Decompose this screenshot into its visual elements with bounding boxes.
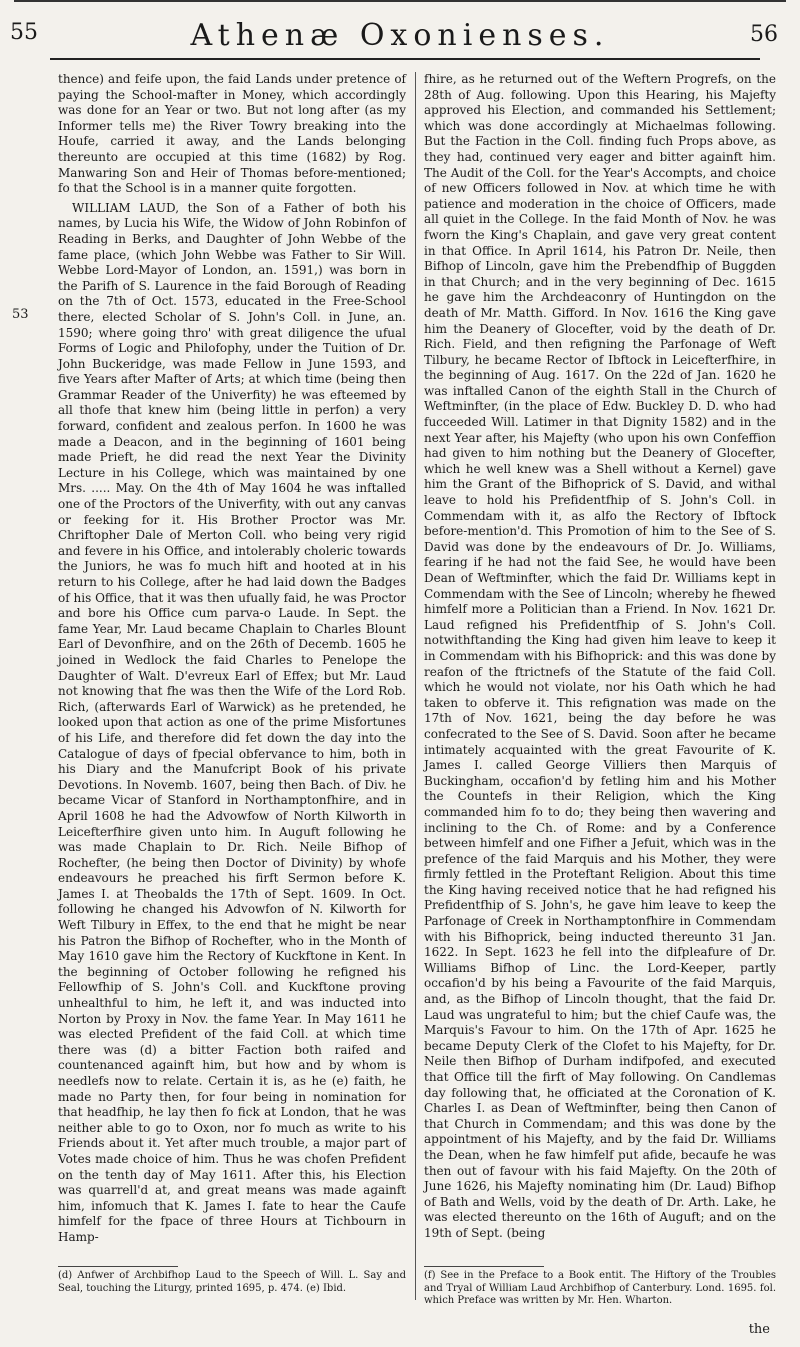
page-number-right: 56 — [750, 22, 778, 47]
footnote-rule-left — [58, 1266, 178, 1267]
catchword: the — [748, 1322, 770, 1337]
paragraph: thence) and feife upon, the faid Lands under pretence of paying the School-mafter in Money, which accordingly was done for an Year or two. But not long after (as my Informer tells me) the River Towry breaking into the Houfe, carried it away, and the Lands belonging thereunto are occupied at this time (1682) by Rog. Manwaring Son and Heir of Thomas before-mentioned; fo that the School is in a manner quite forgotten. — [58, 72, 406, 196]
header-rule — [50, 58, 760, 60]
running-header — [0, 8, 800, 70]
right-column — [424, 72, 776, 1242]
footnote-left: (d) Anfwer of Archbifhop Laud to the Speech of Will. L. Say and Seal, touching the Liturgy, printed 1695, p. 474. (e) Ibid. — [58, 1270, 406, 1294]
paragraph: fhire, as he returned out of the Weftern Progrefs, on the 28th of Aug. following. Upon this Hearing, his Majefty approved his Election, and commanded his Settlement; which was done accordingly at Michaelmas following. But the Faction in the Coll. finding fuch Props above, as they had, continued very eager and bitter againft him. The Audit of the Coll. for the Year's Accompts, and choice of new Officers followed in Nov. at which time he with patience and moderation in the choice of Officers, made all quiet in the College. In the faid Month of Nov. he was fworn the King's Chaplain, and gave very great content in that Office. In April 1614, his Patron Dr. Neile, then Bifhop of Lincoln, gave him the Prebendfhip of Buggden in that Church; and in the very beginning of Dec. 1615 he gave him the Archdeaconry of Huntingdon on the death of Mr. Matth. Gifford. In Nov. 1616 the King gave him the Deanery of Glocefter, void by the death of Dr. Rich. Field, and then refigning the Parfonage of Weft Tilbury, he became Rector of Ibftock in Leicefterfhire, in the beginning of Aug. 1617. On the 22d of Jan. 1620 he was inftalled Canon of the eighth Stall in the Church of Weftminfter, (in the place of Edw. Buckley D. D. who had fucceeded Will. Latimer in that Dignity 1582) and in the next Year after, his Majefty (who upon his own Confeffion had given to him nothing but the Deanery of Glocefter, which he well knew was a Shell without a Kernel) gave him the Grant of the Bifhoprick of S. David, and withal leave to hold his Prefidentfhip of S. John's Coll. in Commendam with it, as alfo the Rectory of Ibftock before-mention'd. This Promotion of him to the See of S. David was done by the endeavours of Dr. Jo. Williams, fearing if he had not the faid See, he would have been Dean of Weftminfter, which the faid Dr. Williams kept in Commendam with the See of Lincoln; whereby he fhewed himfelf more a Politician than a Friend. In Nov. 1621 Dr. Laud refigned his Prefidentfhip of S. John's Coll. notwithftanding the King had given him leave to keep it in Commendam with his Bifhoprick: and this was done by reafon of the ftrictnefs of the Statute of the faid Coll. which he would not violate, nor his Oath which he had taken to obferve it. This refignation was made on the 17th of Nov. 1621, being the day before he was confecrated to the See of S. David. Soon after he became intimately acquainted with the great Favourite of K. James I. called George Villiers then Marquis of Buckingham, occafion'd by fetling him and his Mother the Countefs in their Religion, which the King commanded him fo to do; they being then wavering and inclining to the Ch. of Rome: and by a Conference between himfelf and one Fifher a Jefuit, which was in the prefence of the faid Marquis and his Mother, they were firmly fettled in the Proteftant Religion. About this time the King having received notice that he had refigned his Prefidentfhip of S. John's, he gave him leave to keep the Parfonage of Creek in Northamptonfhire in Commendam with his Bifhoprick, being inducted thereunto 31 Jan. 1622. In Sept. 1623 he fell into the difpleafure of Dr. Williams Bifhop of Linc. the Lord-Keeper, partly occafion'd by his being a Favourite of the faid Marquis, and, as the Bifhop of Lincoln thought, that the faid Dr. Laud was ungrateful to him; but the chief Caufe was, the Marquis's Favour to him. On the 17th of Apr. 1625 he became Deputy Clerk of the Clofet to his Majefty, for Dr. Neile then Bifhop of Durham indifpofed, and executed that Office till the firft of May following. On Candlemas day following that, he officiated at the Coronation of K. Charles I. as Dean of Weftminfter, being then Canon of that Church in Commendam; and this was done by the appointment of his Majefty, and by the faid Dr. Williams the Dean, when he faw himfelf put afide, becaufe he was then out of favour with his faid Majefty. On the 20th of June 1626, his Majefty nominating him (Dr. Laud) Bifhop of Bath and Wells, void by the death of Dr. Arth. Lake, he was elected thereunto on the 16th of Auguft; and on the 19th of Sept. (being — [424, 72, 776, 1240]
page-number-left: 55 — [10, 20, 38, 45]
footnote-right: (f) See in the Preface to a Book entit. The Hiftory of the Troubles and Tryal of William Laud Archbifhop of Canterbury. Lond. 1695. fol. which Preface was written by Mr. Hen. Wharton. — [424, 1270, 776, 1306]
paragraph-laud-entry: WILLIAM LAUD, the Son of a Father of both his names, by Lucia his Wife, the Widow of John Robinfon of Reading in Berks, and Daughter of John Webbe of the fame place, (which John Webbe was Father to Sir Will. Webbe Lord-Mayor of London, an. 1591,) was born in the Parifh of S. Laurence in the faid Borough of Reading on the 7th of Oct. 1573, educated in the Free-School there, elected Scholar of S. John's Coll. in June, an. 1590; where going thro' with great diligence the ufual Forms of Logic and Philofophy, under the Tuition of Dr. John Buckeridge, was made Fellow in June 1593, and five Years after Mafter of Arts; at which time (being then Grammar Reader of the Univerfity) he was efteemed by all thofe that knew him (being little in perfon) a very forward, confident and zealous perfon. In 1600 he was made a Deacon, and in the beginning of 1601 being made Prieft, he did read the next Year the Divinity Lecture in his College, which was maintained by one Mrs. ..... May. On the 4th of May 1604 he was inftalled one of the Proctors of the Univerfity, with out any canvas or feeking for it. His Brother Proctor was Mr. Chriftopher Dale of Merton Coll. who being very rigid and fevere in his Office, and intolerably choleric towards the Juniors, he was fo much hift and hooted at in his return to his College, after he had laid down the Badges of his Office, that it was then ufually faid, he was Proctor and bore his Office cum parva-o Laude. In Sept. the fame Year, Mr. Laud became Chaplain to Charles Blount Earl of Devonfhire, and on the 26th of Decemb. 1605 he joined in Wedlock the faid Charles to Penelope the Daughter of Walt. D'evreux Earl of Effex; but Mr. Laud not knowing that fhe was then the Wife of the Lord Rob. Rich, (afterwards Earl of Warwick) as he pretended, he looked upon that action as one of the prime Misfortunes of his Life, and therefore did fet down the day into the Catalogue of days of fpecial obfervance to him, both in his Diary and the Manufcript Book of his private Devotions. In Novemb. 1607, being then Bach. of Div. he became Vicar of Stanford in Northamptonfhire, and in April 1608 he had the Advowfow of North Kilworth in Leicefterfhire given unto him. In Auguft following he was made Chaplain to Dr. Rich. Neile Bifhop of Rochefter, (he being then Doctor of Divinity) by whofe endeavours he preached his firft Sermon before K. James I. at Theobalds the 17th of Sept. 1609. In Oct. following he changed his Advowfon of N. Kilworth for Weft Tilbury in Effex, to the end that he might be near his Patron the Bifhop of Rochefter, who in the Month of May 1610 gave him the Rectory of Kuckftone in Kent. In the beginning of October following he refigned his Fellowfhip of S. John's Coll. and Kuckftone proving unhealthful to him, he left it, and was inducted into Norton by Proxy in Nov. the fame Year. In May 1611 he was elected Prefident of the faid Coll. at which time there was (d) a bitter Faction both raifed and countenanced againft him, but how and by whom is needlefs now to relate. Certain it is, as he (e) faith, he made no Party then, for four being in nomination for that headfhip, he lay then fo fick at London, that he was neither able to go to Oxon, nor fo much as write to his Friends about it. Yet after much trouble, a major part of Votes made choice of him. Thus he was chofen Prefident on the tenth day of May 1611. After this, his Election was quarrell'd at, and great means was made againft him, infomuch that K. James I. fate to hear the Caufe himfelf for the fpace of three Hours at Tichbourn in Hamp- — [58, 200, 406, 1244]
running-title: Athenæ Oxonienses. — [190, 18, 610, 53]
top-rule — [14, 0, 786, 2]
column-divider — [415, 72, 416, 1300]
footnote-rule-right — [424, 1266, 544, 1267]
left-column — [58, 72, 406, 1246]
marginal-entry-number: 53 — [12, 307, 29, 322]
